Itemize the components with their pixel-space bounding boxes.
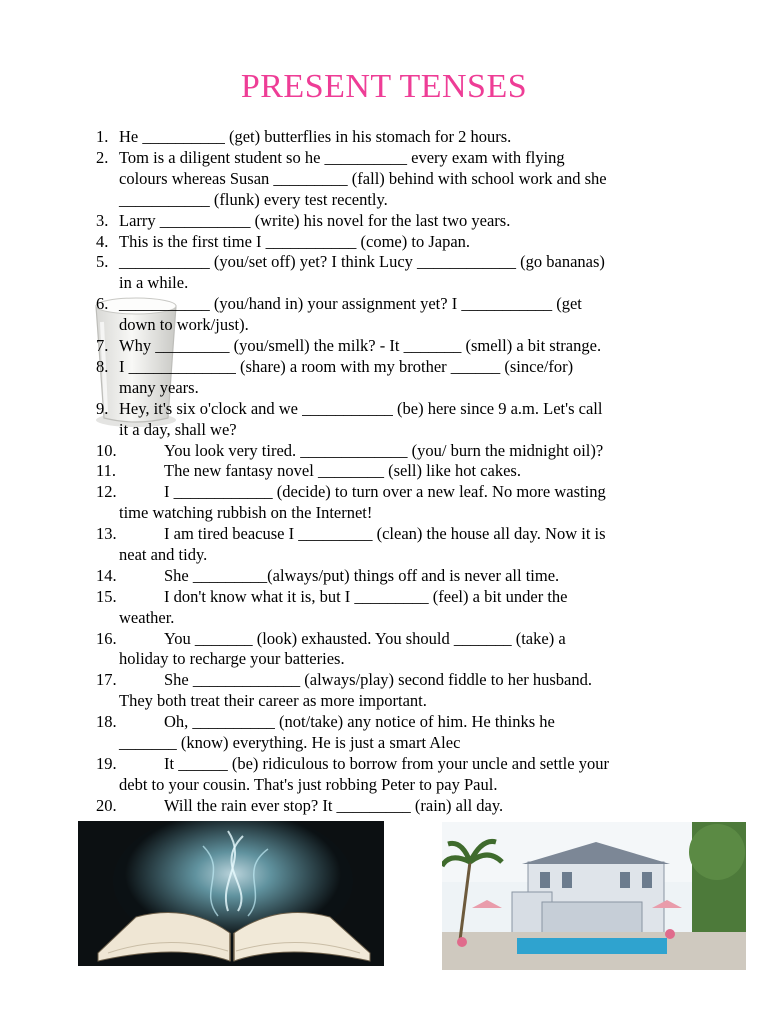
item-text-line: Oh, __________ (not/take) any notice of him. He thinks he (164, 712, 555, 732)
exercise-item (0, 523, 768, 565)
exercise-item (0, 460, 768, 481)
exercise-item (0, 126, 768, 147)
item-number: 15. (96, 586, 117, 606)
item-text-line: ___________ (you/hand in) your assignment yet? I ___________ (get (119, 294, 582, 314)
exercise-item (0, 210, 768, 231)
item-number: 7. (96, 336, 109, 355)
item-text-line: weather. (119, 607, 175, 627)
item-number: 14. (96, 565, 117, 585)
item-text-line: down to work/just). (119, 315, 249, 335)
item-text-line: I _____________ (share) a room with my brother ______ (since/for) (119, 356, 574, 376)
item-text-line: ___________ (flunk) every test recently. (119, 189, 388, 209)
item-text-line: it a day, shall we? (119, 419, 237, 439)
item-text-line: neat and tidy. (119, 544, 208, 564)
item-number: 1. (96, 127, 109, 146)
item-text-line: You look very tired. _____________ (you/ burn the midnight oil)? (164, 440, 604, 460)
item-text-line: in a while. (119, 273, 189, 293)
exercise-item (0, 711, 768, 753)
exercise-item (0, 231, 768, 252)
item-text-line: Hey, it's six o'clock and we ___________ (be) here since 9 a.m. Let's call (119, 398, 603, 418)
item-text-line: many years. (119, 377, 199, 397)
item-text-line: holiday to recharge your batteries. (119, 649, 345, 669)
open-book-image (78, 821, 384, 966)
item-text-line: The new fantasy novel ________ (sell) like hot cakes. (164, 461, 521, 481)
exercise-item (0, 669, 768, 711)
item-text-line: Larry ___________ (write) his novel for the last two years. (119, 210, 511, 230)
exercise-item (0, 481, 768, 523)
exercise-item (0, 335, 768, 356)
item-number: 9. (96, 398, 109, 418)
exercise-item (0, 293, 768, 335)
item-text-line: I am tired beacuse I _________ (clean) the house all day. Now it is (164, 524, 606, 544)
exercise-item (0, 565, 768, 586)
item-text-line: She _________(always/put) things off and is never all time. (164, 565, 560, 585)
item-number: 3. (96, 210, 109, 230)
item-number: 17. (96, 670, 117, 690)
exercise-item (0, 440, 768, 461)
item-text-line: Will the rain ever stop? It _________ (rain) all day. (164, 795, 504, 815)
item-number: 20. (96, 795, 117, 815)
item-text-line: colours whereas Susan _________ (fall) behind with school work and she (119, 168, 607, 188)
item-text-line: I ____________ (decide) to turn over a new leaf. No more wasting (164, 482, 606, 502)
item-text-line: You _______ (look) exhausted. You should _______ (take) a (164, 628, 566, 648)
item-text-line: Why _________ (you/smell) the milk? - It _______ (smell) a bit strange. (119, 336, 602, 355)
item-number: 6. (96, 294, 109, 314)
exercise-item (0, 628, 768, 670)
exercise-item (0, 251, 768, 293)
item-text-line: This is the first time I ___________ (come) to Japan. (119, 231, 471, 251)
item-text-line: It ______ (be) ridiculous to borrow from your uncle and settle your (164, 754, 609, 773)
item-number: 5. (96, 252, 109, 272)
item-text-line: They both treat their career as more important. (119, 691, 427, 711)
item-text-line: _______ (know) everything. He is just a smart Alec (119, 733, 461, 753)
exercise-item (0, 147, 768, 210)
item-number: 18. (96, 712, 117, 732)
exercise-item (0, 586, 768, 628)
item-text-line: He __________ (get) butterflies in his stomach for 2 hours. (119, 127, 512, 146)
item-text-line: She _____________ (always/play) second fiddle to her husband. (164, 670, 593, 690)
item-number: 4. (96, 231, 109, 251)
item-number: 11. (96, 461, 117, 481)
item-number: 13. (96, 524, 117, 544)
exercise-item (0, 356, 768, 398)
item-number: 8. (96, 356, 109, 376)
item-number: 16. (96, 628, 117, 648)
exercise-item (0, 795, 768, 816)
item-text-line: Tom is a diligent student so he __________ every exam with flying (119, 147, 565, 167)
item-text-line: debt to your cousin. That's just robbing Peter to pay Paul. (119, 774, 498, 794)
item-text-line: time watching rubbish on the Internet! (119, 503, 373, 523)
item-number: 12. (96, 482, 117, 502)
item-text-line: I don't know what it is, but I _________ (feel) a bit under the (164, 586, 568, 606)
exercise-item (0, 753, 768, 795)
page-title: PRESENT TENSES (240, 68, 528, 105)
item-number: 2. (96, 147, 109, 167)
item-number: 19. (96, 754, 117, 773)
exercise-item (0, 398, 768, 440)
item-number: 10. (96, 440, 117, 460)
house-pool-image (442, 822, 746, 970)
item-text-line: ___________ (you/set off) yet? I think Lucy ____________ (go bananas) (119, 252, 605, 272)
